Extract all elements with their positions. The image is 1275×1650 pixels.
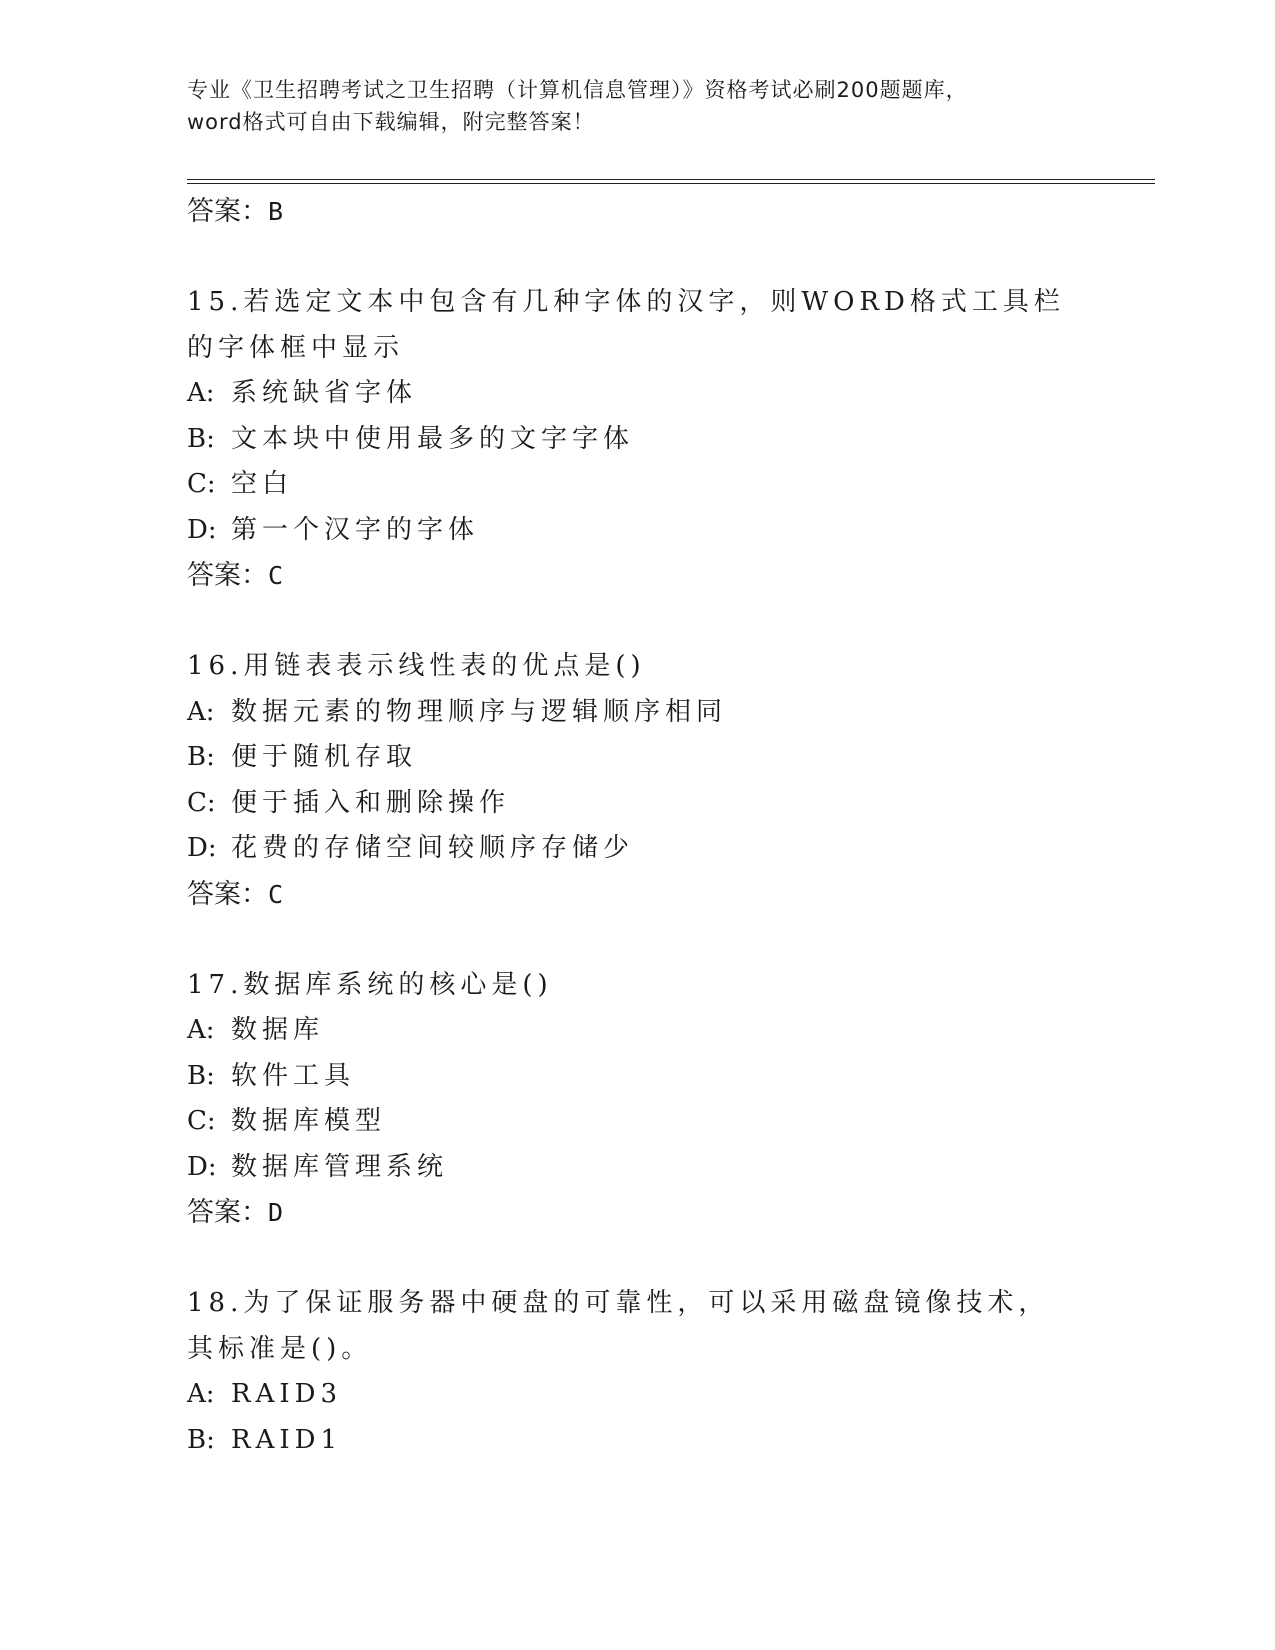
option-c: C: 空白 <box>187 469 294 499</box>
option-a: A: 数据元素的物理顺序与逻辑顺序相同 <box>187 696 728 727</box>
option-a: A: RAID3 <box>187 1379 343 1409</box>
option-c: C: 便于插入和删除操作 <box>187 787 511 818</box>
option-b: B: 文本块中使用最多的文字字体 <box>187 423 635 454</box>
question-15 <box>187 280 1087 599</box>
answer-line <box>187 872 1087 918</box>
option-c: C: 数据库模型 <box>187 1106 387 1136</box>
question-17 <box>187 963 1087 1237</box>
answer-label: 答案： <box>187 196 268 227</box>
answer-value: B <box>268 197 284 226</box>
answer-line <box>187 553 1087 599</box>
question-text: 18.为了保证服务器中硬盘的可靠性，可以采用磁盘镜像技术，其标准是()。 <box>187 1288 1050 1364</box>
header-line-2: word格式可自由下载编辑，附完整答案！ <box>187 110 595 134</box>
option-b: B: 软件工具 <box>187 1060 356 1091</box>
question-18 <box>187 1281 1087 1463</box>
question-16 <box>187 644 1087 918</box>
question-list <box>187 189 1087 1463</box>
answer-value: C <box>268 561 284 590</box>
question-text: 17.数据库系统的核心是() <box>187 969 553 1000</box>
option-d: D: 花费的存储空间较顺序存储少 <box>187 833 635 863</box>
question-text: 15.若选定文本中包含有几种字体的汉字，则WORD格式工具栏的字体框中显示 <box>187 287 1065 363</box>
option-b: B: 便于随机存取 <box>187 742 418 772</box>
answer-value: D <box>268 1198 284 1227</box>
option-d: D: 数据库管理系统 <box>187 1151 449 1182</box>
header-line-1: 专业《卫生招聘考试之卫生招聘（计算机信息管理）》资格考试必刷200题题库， <box>187 78 968 102</box>
question-text: 16.用链表表示线性表的优点是() <box>187 651 646 681</box>
option-a: A: 数据库 <box>187 1015 325 1045</box>
answer-label: 答案： <box>187 878 268 910</box>
answer-value: C <box>268 879 284 909</box>
option-b: B: RAID1 <box>187 1424 343 1455</box>
option-d: D: 第一个汉字的字体 <box>187 514 480 545</box>
answer-label: 答案： <box>187 1197 268 1228</box>
document-header <box>187 74 1087 138</box>
header-divider <box>187 179 1155 184</box>
answer-line <box>187 189 1087 235</box>
answer-line <box>187 1190 1087 1236</box>
option-a: A: 系统缺省字体 <box>187 378 418 408</box>
answer-label: 答案： <box>187 560 268 591</box>
